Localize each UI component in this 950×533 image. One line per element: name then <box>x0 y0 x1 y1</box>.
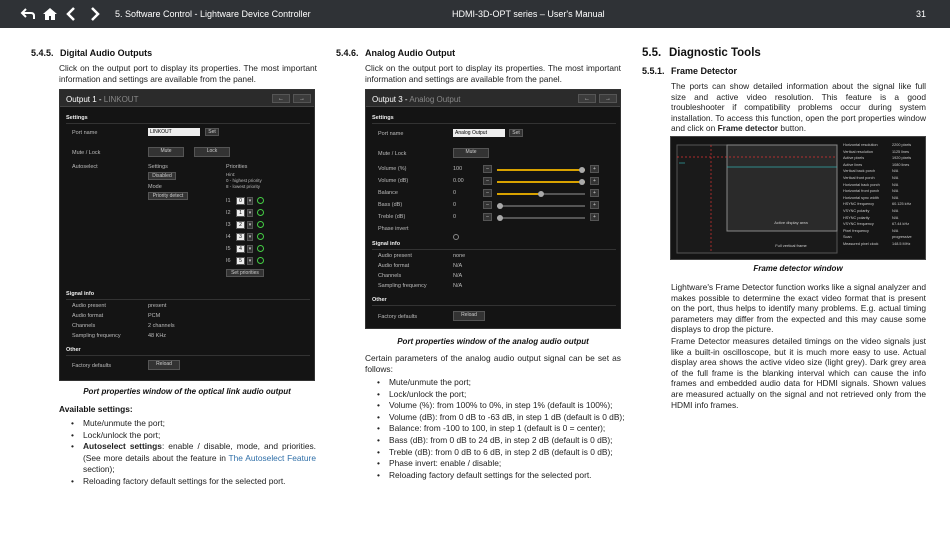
slider-label: Balance <box>378 190 398 196</box>
list-item: • Lock/unlock the port; <box>377 389 625 401</box>
intro-text: Click on the output port to display its properties. The most important information and settings are available from the panel. <box>365 63 621 84</box>
timing-value: N/A <box>892 176 899 180</box>
increment-button[interactable]: + <box>590 213 599 221</box>
autoselect-select[interactable]: Disabled <box>148 172 176 180</box>
next-button[interactable]: → <box>599 94 617 103</box>
active-area-label: Active display area <box>774 220 808 225</box>
settings-label: Settings <box>372 115 394 121</box>
timing-label: Pixel frequency <box>843 228 869 233</box>
timing-label: Horizontal back porch <box>843 182 880 187</box>
paragraph-text: button. <box>778 123 807 134</box>
full-frame-label: Full vertical frame <box>775 243 807 248</box>
section-number: 5.4.5. <box>31 48 54 58</box>
timing-value: N/A <box>892 215 899 220</box>
factory-defaults-label: Factory defaults <box>378 314 418 320</box>
mute-lock-label: Mute / Lock <box>72 150 101 156</box>
increment-button[interactable]: + <box>590 201 599 209</box>
timing-label: VSYNC polarity <box>843 209 870 213</box>
timing-value: N/A <box>892 169 899 174</box>
timing-label: Vertical resolution <box>843 149 873 154</box>
info-label: Audio format <box>72 313 104 319</box>
nav-bar <box>20 5 102 23</box>
back-icon[interactable] <box>20 6 36 22</box>
slider-knob[interactable] <box>579 179 585 185</box>
paragraph: Lightware's Frame Detector function works like a signal analyzer and makes possible to determine the exact video format that is present on the port, thus helps to identify many problems. E.g. actual timing parameters may differ from the expected and this may cause some displays to drop the picture. <box>671 282 926 335</box>
slider-value: 100 <box>453 166 463 172</box>
timing-label: Measured pixel clock <box>843 242 879 246</box>
slider-knob[interactable] <box>538 191 544 197</box>
priority-input-label: I5 <box>226 246 231 252</box>
autoselect-label: Autoselect <box>72 164 98 170</box>
reload-button[interactable]: Reload <box>148 360 180 370</box>
divider <box>372 249 616 250</box>
check-icon <box>257 209 264 216</box>
slider-label: Volume (dB) <box>378 178 409 184</box>
timing-label: VSYNC frequency <box>843 222 874 227</box>
list-item: • Reloading factory default settings for the selected port. <box>71 476 316 488</box>
intro-text-2: Certain parameters of the analog audio output signal can be set as follows: <box>365 353 621 374</box>
priority-dropdown[interactable]: ▾ <box>248 222 252 228</box>
divider <box>66 355 310 356</box>
factory-defaults-label: Factory defaults <box>72 363 112 369</box>
figure-caption: Port properties window of the analog audio output <box>397 337 589 346</box>
set-button[interactable]: Set <box>509 129 523 137</box>
increment-button[interactable]: + <box>590 177 599 185</box>
info-value: none <box>453 253 466 259</box>
priority-dropdown[interactable]: ▾ <box>248 210 252 216</box>
mute-button[interactable]: Mute <box>453 148 489 158</box>
info-label: Sampling frequency <box>378 283 427 289</box>
decrement-button[interactable]: – <box>483 213 492 221</box>
info-label: Channels <box>72 323 96 329</box>
phase-invert-toggle[interactable] <box>453 234 459 240</box>
priority-value[interactable]: 1 <box>236 209 245 217</box>
info-label: Sampling frequency <box>72 333 121 339</box>
port-name-label: Port name <box>378 131 404 137</box>
slider-track[interactable] <box>497 169 585 171</box>
frame-diagram <box>671 137 927 261</box>
divider <box>372 305 616 306</box>
priority-value[interactable]: 4 <box>236 245 245 253</box>
header-title: HDMI-3D-OPT series – User's Manual <box>452 9 605 19</box>
timing-value: N/A <box>892 189 899 194</box>
bold-term: Autoselect settings <box>83 441 162 452</box>
figure-caption: Frame detector window <box>753 264 843 273</box>
info-label: Audio format <box>378 263 410 269</box>
priority-input-label: I1 <box>226 198 231 204</box>
slider-value: 0 <box>453 202 457 208</box>
timing-value: N/A <box>892 195 899 200</box>
timing-label: Vertical front porch <box>843 176 875 180</box>
page-header <box>0 0 950 28</box>
list-item <box>71 441 316 476</box>
priority-dropdown[interactable]: ▾ <box>248 258 252 264</box>
priority-hint: 0 - highest priority <box>226 178 262 183</box>
priority-dropdown[interactable]: ▾ <box>248 198 252 204</box>
window-subtitle: Analog Output <box>409 95 461 104</box>
list-item: • Phase invert: enable / disable; <box>377 458 625 470</box>
check-icon <box>257 197 264 204</box>
page-number: 31 <box>916 9 927 19</box>
intro-text: Click on the output port to display its properties. The most important information and settings are available from the panel. <box>59 63 317 84</box>
slider-value: 0 <box>453 214 457 220</box>
info-label: Audio present <box>378 253 412 259</box>
timing-value: N/A <box>892 228 899 233</box>
port-name-input[interactable] <box>453 129 505 137</box>
mute-lock-label: Mute / Lock <box>378 151 407 157</box>
section-heading: Digital Audio Outputs <box>60 48 153 58</box>
slider-knob[interactable] <box>497 203 503 209</box>
prev-button[interactable]: ← <box>578 94 596 103</box>
bold-term: Frame detector <box>717 123 779 134</box>
reload-button[interactable]: Reload <box>453 311 485 321</box>
home-icon[interactable] <box>42 6 58 22</box>
decrement-button[interactable]: – <box>483 201 492 209</box>
slider-track[interactable] <box>497 193 585 195</box>
check-icon <box>257 257 264 264</box>
timing-value: 2200 pixels <box>892 143 912 147</box>
decrement-button[interactable]: – <box>483 189 492 197</box>
subsection-number: 5.5.1. <box>642 66 665 76</box>
slider-label: Phase invert <box>378 226 409 232</box>
priority-value[interactable]: 3 <box>236 233 245 241</box>
info-value: N/A <box>453 273 463 279</box>
slider-label: Volume (%) <box>378 166 407 172</box>
section-number: 5.4.6. <box>336 48 359 58</box>
digital-output-window <box>59 89 315 381</box>
slider-value: 0 <box>453 190 457 196</box>
info-value: 48 KHz <box>148 333 167 339</box>
window-title: Output 3 - Analog Output <box>366 90 620 107</box>
priority-value[interactable]: 5 <box>236 257 245 265</box>
set-button[interactable]: Set <box>205 128 219 136</box>
window-title-text: Output 3 <box>372 95 403 104</box>
priority-hint: 8 - lowest priority <box>226 184 261 189</box>
info-value: present <box>148 303 167 309</box>
frame-detector-window <box>670 136 926 260</box>
list-item: • Bass (dB): from 0 dB to 24 dB, in step 2 dB (default is 0 dB); <box>377 435 625 447</box>
info-label: Audio present <box>72 303 106 309</box>
priority-input-label: I2 <box>226 210 231 216</box>
other-label: Other <box>66 347 81 353</box>
timing-label: Active pixels <box>843 156 865 161</box>
slider-value: 0.00 <box>453 178 464 184</box>
timing-value: N/A <box>892 209 899 213</box>
divider <box>66 123 310 124</box>
port-name-label: Port name <box>72 130 98 136</box>
timing-value: 1125 lines <box>892 149 910 154</box>
priorities-label: Priorities <box>226 164 248 170</box>
window-title-text: Output 1 <box>66 95 97 104</box>
list-item: • Volume (dB): from 0 dB to -63 dB, in step 1 dB (default is 0 dB); <box>377 412 625 424</box>
timing-label: Horizontal sync width <box>843 195 879 200</box>
priority-dropdown[interactable]: ▾ <box>248 234 252 240</box>
timing-label: HSYNC polarity <box>843 215 870 220</box>
info-value: N/A <box>453 283 463 289</box>
timing-label: Horizontal front porch <box>843 189 880 194</box>
priority-dropdown[interactable]: ▾ <box>248 246 252 252</box>
section-heading: Analog Audio Output <box>365 48 456 58</box>
timing-label: HSYNC frequency <box>843 202 875 207</box>
timing-value: 1920 pixels <box>892 156 912 161</box>
signal-info-label: Signal info <box>372 241 401 247</box>
list-item: • Lock/unlock the port; <box>71 430 316 442</box>
lock-button[interactable]: Lock <box>194 147 230 157</box>
divider <box>372 123 616 124</box>
other-label: Other <box>372 297 387 303</box>
slider-knob[interactable] <box>579 167 585 173</box>
info-value: 2 channels <box>148 323 175 329</box>
mode-label: Mode <box>148 184 162 190</box>
divider <box>66 299 310 300</box>
slider-label: Bass (dB) <box>378 202 403 208</box>
next-button[interactable]: → <box>293 94 311 103</box>
list-item: • Mute/unmute the port; <box>71 418 316 430</box>
port-name-input[interactable] <box>148 128 200 136</box>
priority-value[interactable]: 2 <box>236 221 245 229</box>
timing-label: Vertical back porch <box>843 169 876 174</box>
timing-value: N/A <box>892 182 899 187</box>
analog-output-window <box>365 89 621 329</box>
timing-value: progressive <box>892 235 912 240</box>
priority-input-label: I3 <box>226 222 231 228</box>
figure-caption: Port properties window of the optical link audio output <box>83 387 291 396</box>
timing-value: 1080 lines <box>892 162 910 167</box>
list-item: • Mute/unmute the port; <box>377 377 625 389</box>
mute-button[interactable]: Mute <box>148 147 184 157</box>
decrement-button[interactable]: – <box>483 177 492 185</box>
subsection-heading: Frame Detector <box>671 66 738 76</box>
list-text: : enable / disable, mode, and priorities. (See more details about the feature in <box>83 441 316 463</box>
increment-button[interactable]: + <box>590 165 599 173</box>
info-label: Channels <box>378 273 402 279</box>
paragraph <box>671 81 926 134</box>
list-item: • Treble (dB): from 0 dB to 6 dB, in step 2 dB (default is 0 dB); <box>377 447 625 459</box>
info-value: N/A <box>453 263 463 269</box>
list-item: • Balance: from -100 to 100, in step 1 (default is 0 = center); <box>377 423 625 435</box>
autoselect-link[interactable]: The Autoselect Feature <box>228 452 317 463</box>
slider-track[interactable] <box>497 181 585 183</box>
settings-sub-label: Settings <box>148 164 168 170</box>
list-text: section); <box>83 464 115 475</box>
slider-track[interactable] <box>497 217 585 219</box>
list-item: • Reloading factory default settings for the selected port. <box>377 470 625 482</box>
set-priorities-button[interactable]: Set priorities <box>226 269 264 277</box>
timing-value: 148.5 MHz <box>892 242 911 246</box>
window-subtitle: LINKOUT <box>103 95 139 104</box>
check-icon <box>257 245 264 252</box>
slider-label: Treble (dB) <box>378 214 406 220</box>
chevron-left-icon[interactable] <box>64 6 80 22</box>
mode-select[interactable]: Priority detect <box>148 192 188 200</box>
header-section: 5. Software Control - Lightware Device Controller <box>115 9 311 19</box>
priority-hint: Hint: <box>226 172 236 177</box>
slider-track[interactable] <box>497 205 585 207</box>
settings-list <box>377 377 625 481</box>
priority-value[interactable]: 0 <box>236 197 245 205</box>
signal-info-label: Signal info <box>66 291 95 297</box>
timing-label: Horizontal resolution <box>843 143 878 147</box>
available-settings-heading: Available settings: <box>59 404 133 414</box>
paragraph: Frame Detector measures detailed timings on the video signals just like a built-in oscilloscope, but it is much more easy to use. Actual display area shows the active video size (light grey). Dark grey area of the full frame is the blanking interval which can cause the info frames and embedded audio data for HDMI signals. Shown values are measured actually on the signal and not retrieved only from the HDMI info frames. <box>671 336 926 410</box>
priority-input-label: I4 <box>226 234 231 240</box>
list-item: • Volume (%): from 100% to 0%, in step 1% (default is 100%); <box>377 400 625 412</box>
timing-label: Scan <box>843 235 852 240</box>
decrement-button[interactable]: – <box>483 165 492 173</box>
timing-label: Active lines <box>843 162 863 167</box>
settings-list <box>71 418 316 488</box>
slider-knob[interactable] <box>497 215 503 221</box>
section-heading: Diagnostic Tools <box>669 47 761 59</box>
window-title: Output 1 - LINKOUT <box>60 90 314 107</box>
increment-button[interactable]: + <box>590 189 599 197</box>
active-area <box>727 145 837 231</box>
settings-label: Settings <box>66 115 88 121</box>
priority-input-label: I6 <box>226 258 231 264</box>
timing-value: 67.44 kHz <box>892 222 910 227</box>
section-number: 5.5. <box>642 47 662 59</box>
info-value: PCM <box>148 313 161 319</box>
prev-button[interactable]: ← <box>272 94 290 103</box>
chevron-right-icon[interactable] <box>86 6 102 22</box>
paragraph-text: The ports can show detailed information about the signal like full size and active video resolution. This feature is a good troubleshooter if compatibility problems occur during system installation. To access this function, open the port properties window and click on <box>671 81 926 134</box>
check-icon <box>257 233 264 240</box>
check-icon <box>257 221 264 228</box>
timing-value: 60.125 kHz <box>892 202 912 207</box>
